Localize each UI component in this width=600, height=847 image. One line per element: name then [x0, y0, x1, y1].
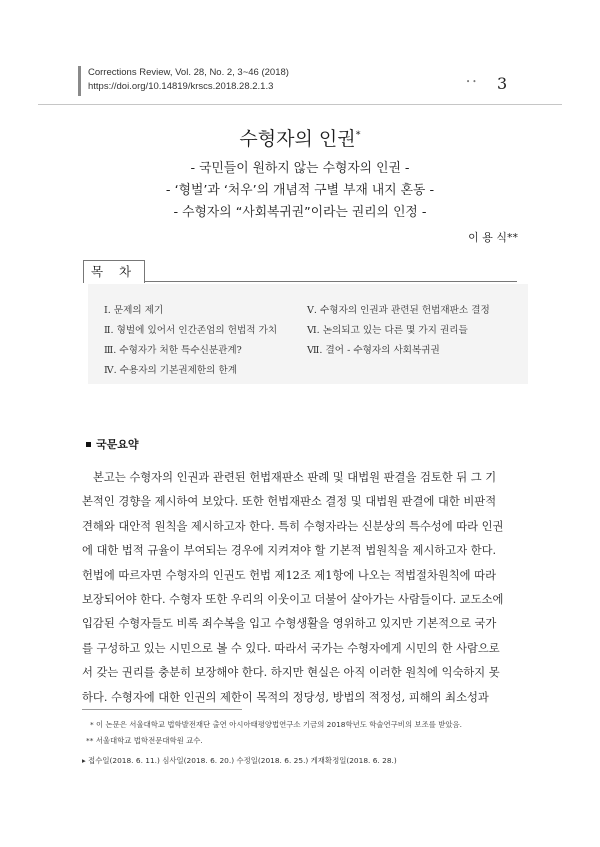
- footnote-1: * 이 논문은 서울대학교 법학발전재단 출연 아시아태평양법연구소 기금의 2018학년도 학술연구비의 보조를 받았음.: [90, 720, 462, 729]
- abstract-heading-text: 국문요약: [96, 438, 139, 451]
- toc-item-6[interactable]: Ⅵ. 논의되고 있는 다른 몇 가지 권리들: [307, 325, 468, 336]
- abstract-line: 본적인 경향을 제시하여 보았다. 또한 헌법재판소 결정 및 대법원 판결에 대한 비판적: [82, 495, 497, 509]
- toc-heading: 목 차: [83, 260, 145, 283]
- toc-item-5[interactable]: Ⅴ. 수형자의 인권과 관련된 헌법재판소 결정: [307, 305, 490, 316]
- title-footnote-mark[interactable]: *: [355, 129, 361, 141]
- header-marker: • •: [466, 78, 477, 86]
- abstract-line: 하다. 수형자에 대한 인권의 제한이 목적의 정당성, 방법의 적정성, 피해의 최소성과: [82, 690, 489, 704]
- toc-item-4[interactable]: Ⅳ. 수용자의 기본권제한의 한계: [104, 365, 237, 376]
- subtitle-1: - 국민들이 원하지 않는 수형자의 인권 -: [190, 161, 410, 176]
- abstract-line: 입감된 수형자들도 비록 죄수복을 입고 수형생활을 영위하고 있지만 기본적으로 국가: [82, 617, 497, 631]
- journal-citation: Corrections Review, Vol. 28, No. 2, 3~46 (2018): [88, 67, 289, 78]
- toc-item-7[interactable]: Ⅶ. 결어 - 수형자의 사회복귀권: [307, 345, 440, 356]
- abstract-line: 서 갖는 권리를 충분히 보장해야 한다. 하지만 현실은 아직 이러한 원칙에 익숙하지 못: [82, 666, 500, 680]
- header-accent-bar: [78, 66, 81, 96]
- submission-dates: ▸ 접수일(2018. 6. 11.) 심사일(2018. 6. 20.) 수정일(2018. 6. 25.) 게재확정일(2018. 6. 28.): [82, 756, 397, 765]
- abstract-line: 에 대한 법적 규율이 부여되는 경우에 지켜져야 할 기본적 법원칙을 제시하고자 한다.: [82, 544, 497, 558]
- abstract-body: [82, 466, 518, 710]
- abstract-line: 헌법에 따르자면 수형자의 인권도 헌법 제12조 제1항에 나오는 적법절차원칙에 따라: [82, 568, 497, 582]
- subtitle-2: - ‘형벌’과 ‘처우’의 개념적 구별 부재 내지 혼동 -: [165, 183, 435, 198]
- toc-item-3[interactable]: Ⅲ. 수형자가 처한 특수신분관계?: [104, 345, 242, 356]
- title-text: 수형자의 인권: [239, 128, 356, 150]
- abstract-line: 를 구성하고 있는 시민으로 볼 수 있다. 따라서 국가는 수형자에게 시민의 한 사람으로: [82, 641, 500, 655]
- footnote-divider: [82, 709, 242, 710]
- toc-item-2[interactable]: Ⅱ. 형벌에 있어서 인간존엄의 헌법적 가치: [104, 325, 278, 336]
- abstract-line: 보장되어야 한다. 수형자 또한 우리의 이웃이고 더불어 살아가는 사람들이다. 교도소에: [82, 592, 504, 606]
- abstract-heading: [86, 436, 139, 452]
- abstract-line: 본고는 수형자의 인권과 관련된 헌법재판소 판례 및 대법원 판결을 검토한 뒤 그 기: [93, 471, 497, 484]
- paper-title: [0, 124, 600, 151]
- toc-divider: [83, 281, 517, 282]
- doi-link[interactable]: https://doi.org/10.14819/krscs.2018.28.2.1.3: [88, 81, 274, 92]
- footnote-2: ** 서울대학교 법학전문대학원 교수.: [86, 736, 203, 745]
- abstract-line: 견해와 대안적 원칙을 제시하고자 한다. 특히 수형자라는 신분상의 특수성에 따라 인권: [82, 519, 504, 533]
- page-number: 3: [497, 74, 508, 93]
- toc-item-1[interactable]: Ⅰ. 문제의 제기: [104, 305, 164, 316]
- square-bullet-icon: [86, 442, 91, 447]
- subtitle-3: - 수형자의 “사회복귀권”이라는 권리의 인정 -: [173, 205, 427, 220]
- header-divider: [38, 104, 562, 105]
- author-name: 이 용 식**: [468, 231, 518, 244]
